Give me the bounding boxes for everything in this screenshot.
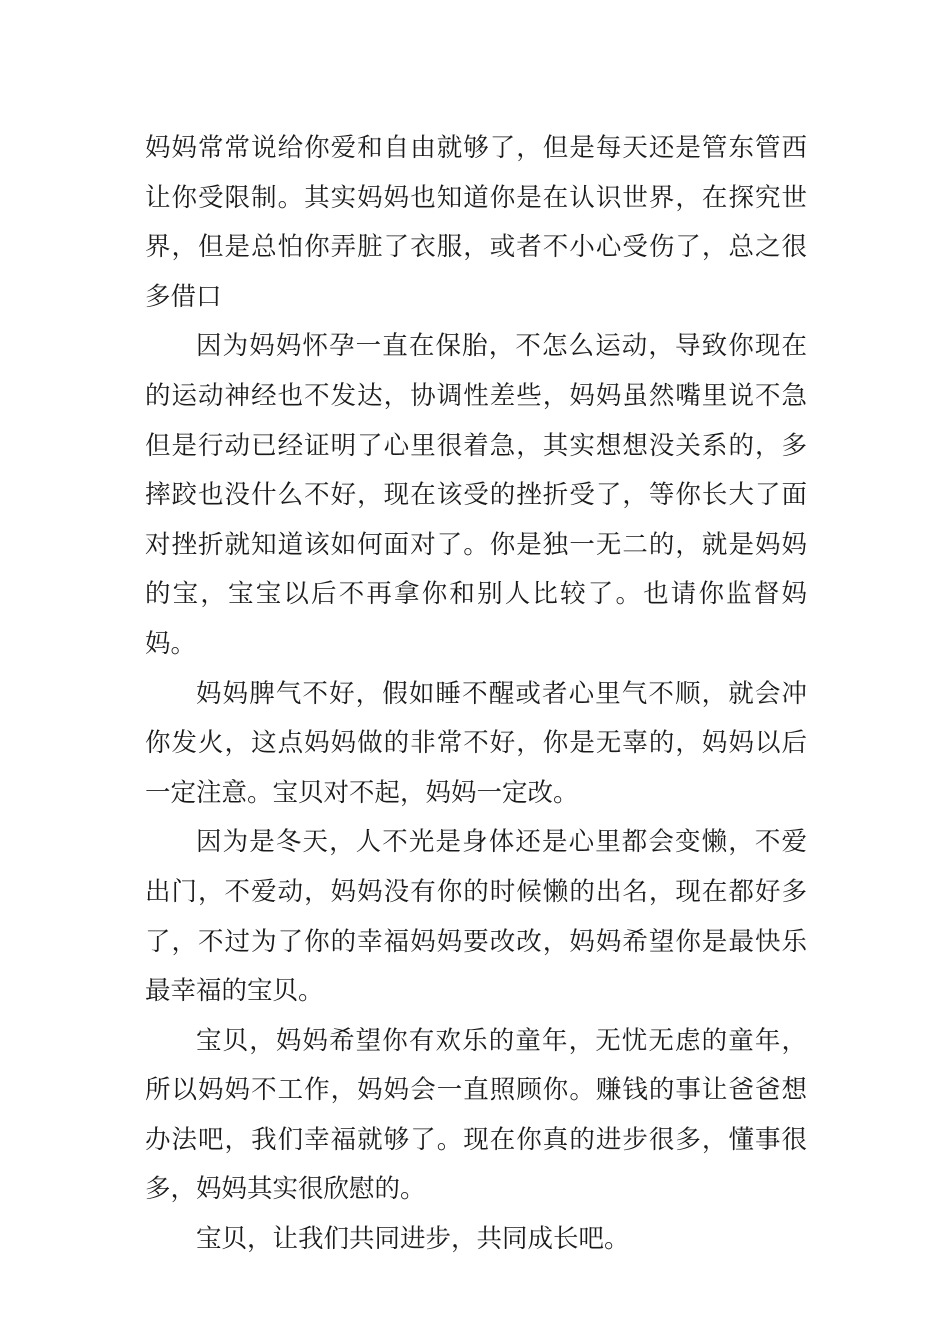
paragraph-4: 因为是冬天，人不光是身体还是心里都会变懒，不爱出门，不爱动，妈妈没有你的时候懒的出名，现在都好多了，不过为了你的幸福妈妈要改改，妈妈希望你是最快乐最幸福的宝贝。 <box>145 827 807 1007</box>
paragraph-1: 妈妈常常说给你爱和自由就够了，但是每天还是管东管西让你受限制。其实妈妈也知道你是在认识世界，在探究世界，但是总怕你弄脏了衣服，或者不小心受伤了，总之很多借口 <box>145 133 807 312</box>
paragraph-3: 妈妈脾气不好，假如睡不醒或者心里气不顺，就会冲你发火，这点妈妈做的非常不好，你是无辜的，妈妈以后一定注意。宝贝对不起，妈妈一定改。 <box>145 678 807 808</box>
document-body <box>145 124 807 1265</box>
paragraph-2: 因为妈妈怀孕一直在保胎，不怎么运动，导致你现在的运动神经也不发达，协调性差些，妈妈虽然嘴里说不急但是行动已经证明了心里很着急，其实想想没关系的，多摔跤也没什么不好，现在该受的挫折受了，等你长大了面对挫折就知道该如何面对了。你是独一无二的，就是妈妈的宝，宝宝以后不再拿你和别人比较了。也请你监督妈妈。 <box>145 331 807 659</box>
paragraph-6: 宝贝，让我们共同进步，共同成长吧。 <box>196 1224 630 1255</box>
paragraph-5: 宝贝，妈妈希望你有欢乐的童年，无忧无虑的童年，所以妈妈不工作，妈妈会一直照顾你。赚钱的事让爸爸想办法吧，我们幸福就够了。现在你真的进步很多，懂事很多，妈妈其实很欣慰的。 <box>145 1025 807 1205</box>
